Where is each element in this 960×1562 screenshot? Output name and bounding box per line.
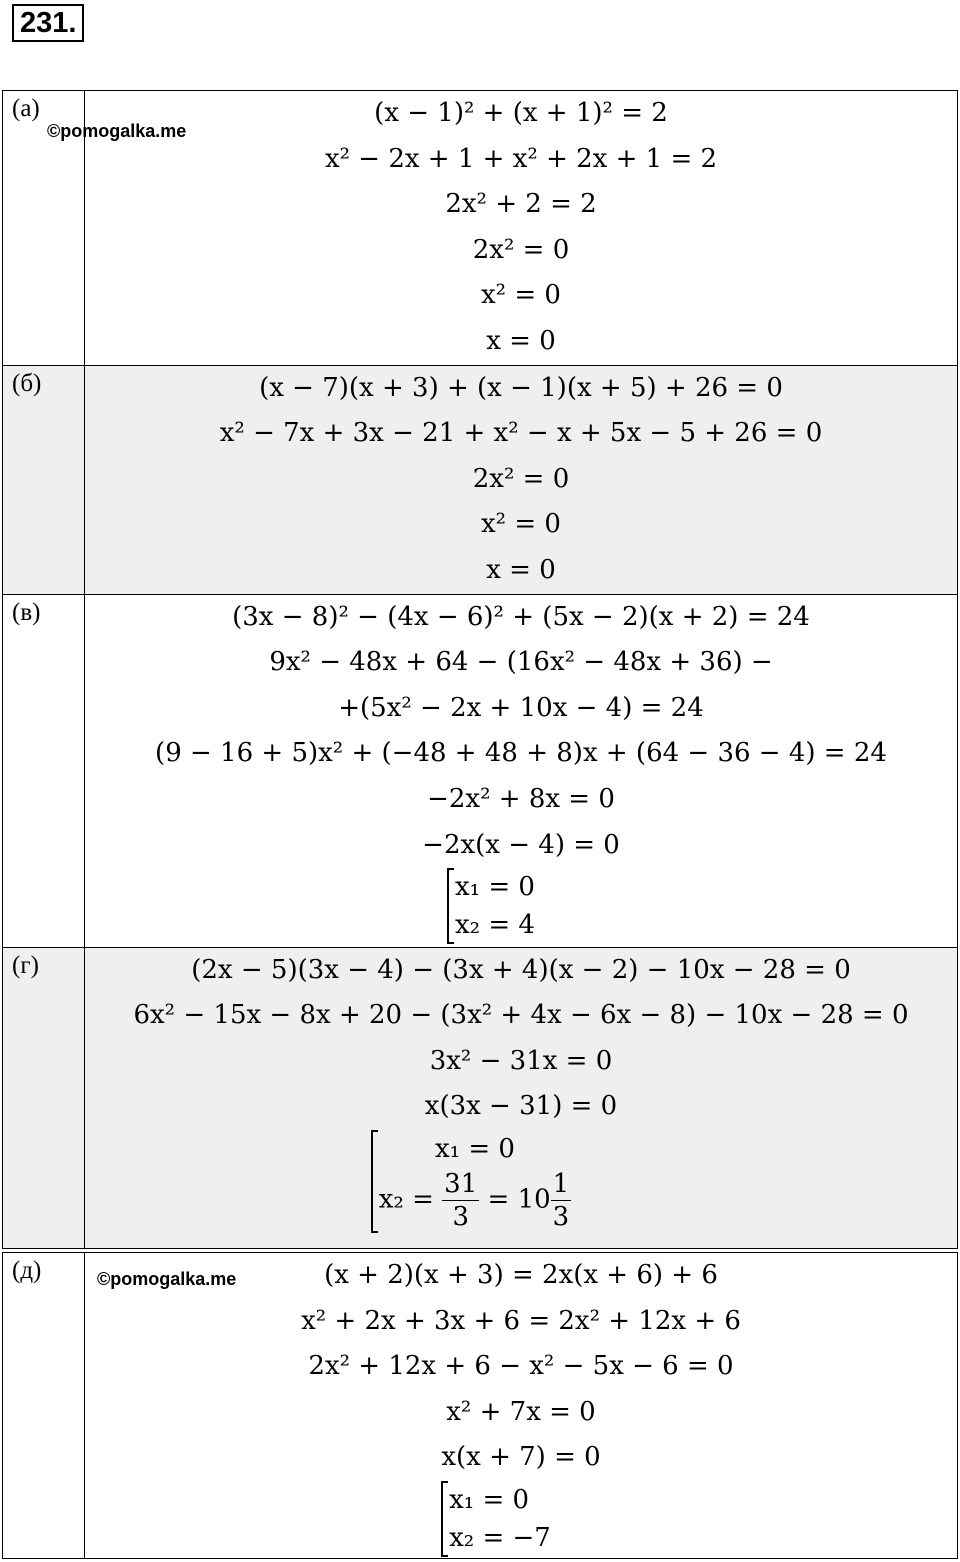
- math-line: x = 0: [486, 554, 556, 585]
- math-line: 2x² + 2 = 2: [445, 189, 597, 220]
- math-line: x² = 0: [481, 509, 561, 540]
- math-line: −2x(x − 4) = 0: [422, 829, 620, 860]
- root-line: x₁ = 0: [455, 872, 535, 903]
- math-line: 3x² − 31x = 0: [429, 1045, 613, 1076]
- part-v-math: [85, 594, 958, 947]
- part-d-row: [3, 1253, 958, 1559]
- root-line: x₂ = −7: [449, 1522, 551, 1553]
- fraction: $\frac{1}{3}$: [552, 1168, 570, 1232]
- math-line: 2x² = 0: [472, 463, 570, 494]
- math-line: (3x − 8)² − (4x − 6)² + (5x − 2)(x + 2) = 24: [232, 601, 810, 632]
- solutions-table: [2, 90, 958, 1249]
- part-b-label: (б): [3, 365, 85, 594]
- math-line: x² + 7x = 0: [446, 1396, 596, 1427]
- roots-bracket: [447, 868, 535, 944]
- fraction: $\frac{31}{3}$: [444, 1168, 478, 1232]
- part-a-math: [85, 91, 958, 366]
- part-b-math: [85, 365, 958, 594]
- math-line: x² − 2x + 1 + x² + 2x + 1 = 2: [324, 143, 718, 174]
- part-d-label: (д): [3, 1253, 85, 1559]
- root-line: x₂ = 4: [455, 910, 535, 941]
- math-line: 9x² − 48x + 64 − (16x² − 48x + 36) −: [269, 647, 773, 678]
- watermark: ©pomogalka.me: [97, 1269, 237, 1289]
- watermark: ©pomogalka.me: [47, 121, 187, 141]
- math-line: (x + 2)(x + 3) = 2x(x + 6) + 6: [324, 1260, 718, 1290]
- solutions-table-2: [2, 1252, 958, 1559]
- math-line: 2x² = 0: [472, 234, 570, 265]
- math-line: 2x² + 12x + 6 − x² − 5x − 6 = 0: [308, 1351, 734, 1382]
- part-g-row: [3, 947, 958, 1248]
- math-line: 6x² − 15x − 8x + 20 − (3x² + 4x − 6x − 8) − 10x − 28 = 0: [133, 1000, 909, 1031]
- math-line: −2x² + 8x = 0: [427, 783, 615, 814]
- part-b-row: [3, 365, 958, 594]
- math-line: x = 0: [486, 325, 556, 356]
- part-a-row: [3, 91, 958, 366]
- math-line: x(3x − 31) = 0: [424, 1091, 618, 1122]
- math-line: (2x − 5)(3x − 4) − (3x + 4)(x − 2) − 10x − 28 = 0: [191, 954, 851, 985]
- math-line: x² − 7x + 3x − 21 + x² − x + 5x − 5 + 26 = 0: [219, 418, 823, 449]
- part-d-math: [85, 1253, 958, 1559]
- root-line: x₁ = 0: [449, 1484, 530, 1515]
- problem-number: 231.: [12, 4, 84, 42]
- math-line: x² = 0: [481, 280, 561, 311]
- roots-bracket: [371, 1130, 571, 1233]
- math-line: (x − 7)(x + 3) + (x − 1)(x + 5) + 26 = 0: [259, 372, 783, 403]
- roots-bracket: [441, 1481, 551, 1557]
- math-line: x(x + 7) = 0: [441, 1442, 601, 1473]
- root-line: x₂ = $\frac{31}{3}$ = 10 $\frac{1}{3}$: [378, 1168, 570, 1232]
- part-g-label: (г): [3, 947, 85, 1248]
- math-line: (x − 1)² + (x + 1)² = 2: [374, 98, 668, 128]
- math-line: +(5x² − 2x + 10x − 4) = 24: [338, 692, 704, 723]
- part-v-row: [3, 594, 958, 947]
- math-line: (9 − 16 + 5)x² + (−48 + 48 + 8)x + (64 − 36 − 4) = 24: [155, 738, 887, 769]
- part-g-math: [85, 947, 958, 1248]
- part-a-label: (а) ©pomogalka.me: [3, 91, 85, 366]
- part-v-label: (в): [3, 594, 85, 947]
- math-line: x² + 2x + 3x + 6 = 2x² + 12x + 6: [301, 1305, 741, 1336]
- root-line: x₁ = 0: [435, 1133, 515, 1164]
